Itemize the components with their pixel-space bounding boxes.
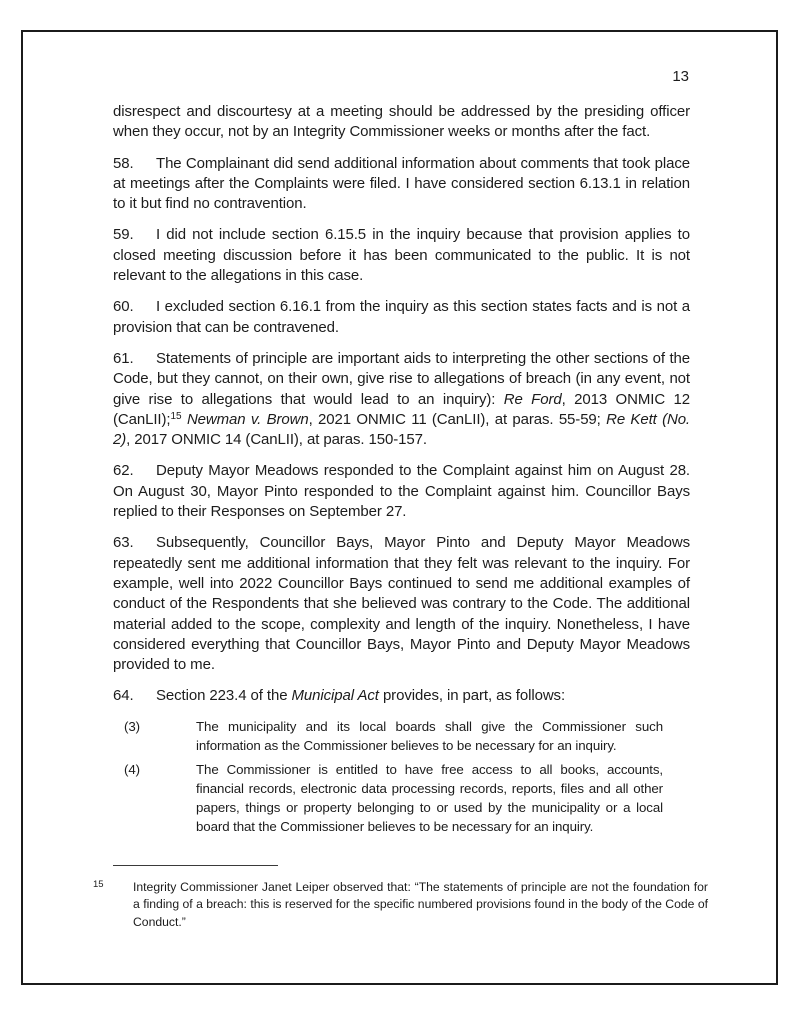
- footnote-body: Integrity Commissioner Janet Leiper observed that: “The statements of principle are not the foundation for a finding of a breach: this is reserved for the specific numbered provisions found in the body of the Code of Conduct.”: [133, 879, 708, 929]
- paragraph-number: 58.: [113, 154, 134, 172]
- page-number: 13: [672, 68, 689, 85]
- case-citation-italic: Re Kett (No. 2): [113, 410, 691, 449]
- text-run: provides, in part, as follows:: [378, 687, 566, 705]
- quoted-provision-3: [124, 718, 663, 756]
- body-text: [113, 102, 690, 837]
- paragraph-60: [113, 297, 690, 338]
- provision-number: (4): [124, 762, 140, 778]
- text-run: The Complainant did send additional information about comments that took place at meetings after the Complaints were filed. I have considered section 6.13.1 in relation to it but find no contravention.: [113, 154, 690, 213]
- case-citation-italic: Re Ford: [503, 390, 562, 408]
- paragraph-61: [113, 349, 690, 450]
- paragraph-58: [113, 154, 690, 215]
- text-run: Section 223.4 of the: [156, 687, 292, 705]
- paragraph-64: [113, 686, 690, 706]
- text-run: Statements of principle are important aids to interpreting the other sections of the Code, but they cannot, on their own, give rise to allegations of breach (in any event, not give rise to allegations that would lead to an inquiry):: [113, 349, 690, 408]
- continuation-paragraph: [113, 102, 690, 143]
- text-run: The Commissioner is entitled to have free access to all books, accounts, financial records, electronic data processing records, reports, files and all other papers, things or property belonging to or used by the municipality or a local board that the Commissioner believes to be necessary for an inquiry.: [196, 762, 663, 834]
- text-run: I excluded section 6.16.1 from the inquiry as this section states facts and is not a provision that can be contravened.: [113, 298, 690, 336]
- case-citation-italic: Newman v. Brown: [186, 410, 309, 428]
- quoted-provision-4: [124, 761, 663, 836]
- paragraph-number: 64.: [113, 687, 134, 705]
- text-run: The municipality and its local boards shall give the Commissioner such information as the Commissioner believes to be necessary for an inquiry.: [196, 718, 663, 753]
- paragraph-62: [113, 461, 690, 522]
- text-run: Deputy Mayor Meadows responded to the Complaint against him on August 28. On August 30, Mayor Pinto responded to the Complaint against him. Councillor Bays replied to their Responses on September 27.: [113, 462, 690, 521]
- footnote-section: [93, 865, 708, 932]
- paragraph-63: [113, 533, 690, 675]
- footnote-text: [93, 876, 708, 932]
- provision-number: (3): [124, 718, 140, 734]
- page-content: [93, 68, 708, 931]
- text-run: disrespect and discourtesy at a meeting should be addressed by the presiding officer when they occur, not by an Integrity Commissioner weeks or months after the fact.: [113, 103, 690, 141]
- paragraph-number: 60.: [113, 298, 134, 316]
- footnote-marker: 15: [93, 878, 104, 890]
- paragraph-number: 62.: [113, 462, 134, 480]
- footnote-reference: 15: [170, 410, 182, 422]
- footnote-separator-rule: [113, 865, 278, 866]
- paragraph-number: 63.: [113, 534, 134, 552]
- paragraph-number: 61.: [113, 349, 134, 367]
- text-run: Subsequently, Councillor Bays, Mayor Pinto and Deputy Mayor Meadows repeatedly sent me additional information that they felt was relevant to the inquiry. For example, well into 2022 Councillor Bays continued to send me additional examples of conduct of the Respondents that she believed was contrary to the Code. The additional material added to the scope, complexity and length of the inquiry. Nonetheless, I have considered everything that Councillor Bays, Mayor Pinto and Deputy Mayor Meadows provided to me.: [113, 534, 690, 674]
- text-run: , 2021 ONMIC 11 (CanLII), at paras. 55-59;: [308, 410, 607, 428]
- paragraph-59: [113, 225, 690, 286]
- text-run: , 2017 ONMIC 14 (CanLII), at paras. 150-157.: [126, 431, 427, 449]
- case-citation-italic: Municipal Act: [291, 687, 379, 705]
- paragraph-number: 59.: [113, 226, 134, 244]
- text-run: I did not include section 6.15.5 in the inquiry because that provision applies to closed meeting discussion before it has been communicated to the public. It is not relevant to the allegations in this case.: [113, 226, 690, 285]
- text-run: , 2013 ONMIC 12 (CanLII);: [113, 390, 690, 428]
